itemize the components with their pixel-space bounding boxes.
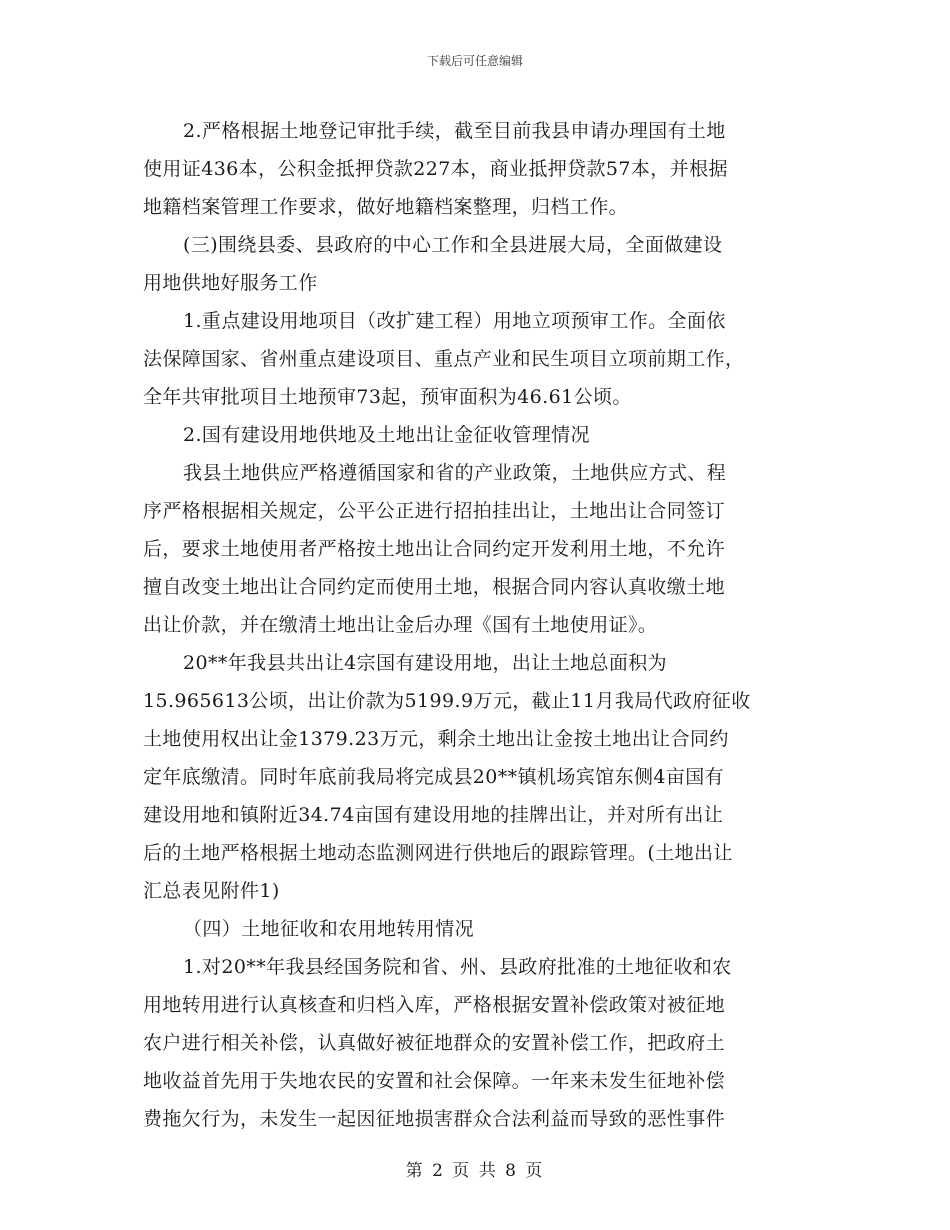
text-line: 建设用地和镇附近34.74亩国有建设用地的挂牌出让，并对所有出让 — [143, 804, 724, 826]
document-body — [143, 112, 803, 1138]
text-line: 2.国有建设用地供地及土地出让金征收管理情况 — [183, 424, 590, 446]
text-line: 汇总表见附件1) — [143, 880, 280, 902]
text-line: 2.严格根据土地登记审批手续，截至目前我县申请办理国有土地 — [183, 120, 726, 142]
text-line: 费拖欠行为，未发生一起因征地损害群众合法利益而导致的恶性事件 — [143, 1108, 726, 1130]
text-line: 土地使用权出让金1379.23万元，剩余土地出让金按土地出让合同约 — [143, 728, 729, 750]
page-header: 下载后可任意编辑 — [426, 54, 523, 68]
text-line: 地籍档案管理工作要求，做好地籍档案整理，归档工作。 — [143, 196, 629, 218]
text-line: 出让价款，并在缴清土地出让金后办理《国有土地使用证》。 — [143, 614, 658, 636]
text-line: 用地转用进行认真核查和归档入库，严格根据安置补偿政策对被征地 — [143, 994, 726, 1016]
text-line: （四）土地征收和农用地转用情况 — [183, 918, 475, 940]
page-footer: 第 2 页 共 8 页 — [405, 1161, 545, 1181]
text-line: 擅自改变土地出让合同约定而使用土地，根据合同内容认真收缴土地 — [143, 576, 726, 598]
text-line: 15.965613公顷，出让价款为5199.9万元，截止11月我局代政府征收 — [143, 690, 751, 712]
text-line: 全年共审批项目土地预审73起，预审面积为46.61公顷。 — [143, 386, 632, 408]
text-line: 1.对20**年我县经国务院和省、州、县政府批准的土地征收和农 — [183, 956, 732, 978]
text-line: 序严格根据相关规定，公平公正进行招拍挂出让，土地出让合同签订 — [143, 500, 726, 522]
text-line: 农户进行相关补偿，认真做好被征地群众的安置补偿工作，把政府土 — [143, 1032, 726, 1054]
text-line: 法保障国家、省州重点建设项目、重点产业和民生项目立项前期工作， — [143, 348, 745, 370]
text-line: (三)围绕县委、县政府的中心工作和全县进展大局，全面做建设 — [183, 234, 723, 256]
text-line: 我县土地供应严格遵循国家和省的产业政策，土地供应方式、程 — [183, 462, 727, 484]
text-line: 1.重点建设用地项目（改扩建工程）用地立项预审工作。全面依 — [183, 310, 726, 332]
text-line: 后的土地严格根据土地动态监测网进行供地后的跟踪管理。(土地出让 — [143, 842, 733, 864]
text-line: 地收益首先用于失地农民的安置和社会保障。一年来未发生征地补偿 — [143, 1070, 726, 1092]
text-line: 20**年我县共出让4宗国有建设用地，出让土地总面积为 — [183, 652, 668, 674]
text-line: 使用证436本，公积金抵押贷款227本，商业抵押贷款57本，并根据 — [143, 158, 728, 180]
text-line: 定年底缴清。同时年底前我局将完成县20**镇机场宾馆东侧4亩国有 — [143, 766, 725, 788]
text-line: 后，要求土地使用者严格按土地出让合同约定开发利用土地，不允许 — [143, 538, 726, 560]
text-line: 用地供地好服务工作 — [143, 272, 318, 294]
